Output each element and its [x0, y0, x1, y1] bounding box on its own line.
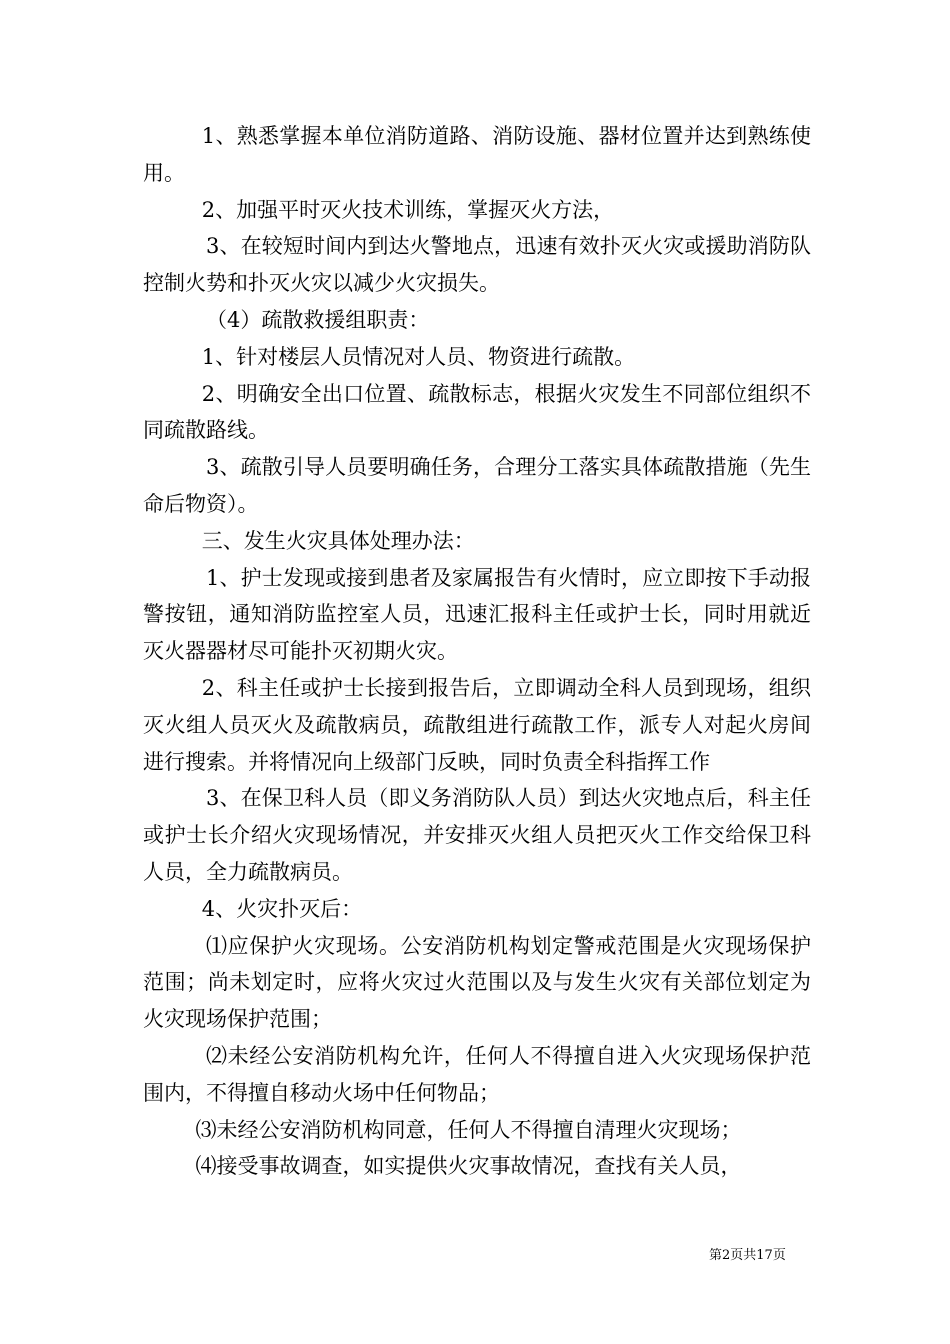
section-heading: 三、发生火灾具体处理办法：	[201, 528, 475, 553]
paragraph: 3、在较短时间内到达火警地点，迅速有效扑灭火灾或援助消防队控制火势和扑灭火灾以减少火灾损失。	[143, 234, 811, 296]
paragraph: 2、明确安全出口位置、疏散标志，根据火灾发生不同部位组织不同疏散路线。	[143, 381, 811, 443]
paragraph: ⑵未经公安消防机构允许，任何人不得擅自进入火灾现场保护范围内，不得擅自移动火场中任何物品；	[143, 1043, 811, 1105]
page-number: 第2页共17页	[709, 1248, 786, 1263]
paragraph: 1、针对楼层人员情况对人员、物资进行疏散。	[201, 344, 636, 369]
document-body	[143, 118, 811, 1185]
paragraph: 4、火灾扑灭后：	[201, 896, 363, 921]
paragraph: 3、在保卫科人员（即义务消防队人员）到达火灾地点后，科主任或护士长介绍火灾现场情况，并安排灭火组人员把灭火工作交给保卫科人员，全力疏散病员。	[143, 786, 811, 884]
section-heading: （4）疏散救援组职责：	[206, 307, 430, 332]
paragraph: 3、疏散引导人员要明确任务，合理分工落实具体疏散措施（先生命后物资）。	[143, 455, 811, 516]
paragraph: ⑶未经公安消防机构同意，任何人不得擅自清理火灾现场；	[195, 1117, 742, 1142]
paragraph: ⑴应保护火灾现场。公安消防机构划定警戒范围是火灾现场保护范围；尚未划定时，应将火灾过火范围以及与发生火灾有关部位划定为火灾现场保护范围；	[143, 933, 811, 1032]
paragraph: 2、加强平时灭火技术训练，掌握灭火方法，	[201, 197, 615, 222]
paragraph: 1、护士发现或接到患者及家属报告有火情时，应立即按下手动报警按钮，通知消防监控室人员，迅速汇报科主任或护士长，同时用就近灭火器器材尽可能扑灭初期火灾。	[143, 565, 811, 664]
paragraph: 2、科主任或护士长接到报告后，立即调动全科人员到现场，组织灭火组人员灭火及疏散病员，疏散组进行疏散工作，派专人对起火房间进行搜索。并将情况向上级部门反映，同时负责全科指挥工作	[143, 675, 811, 774]
paragraph: 1、熟悉掌握本单位消防道路、消防设施、器材位置并达到熟练使用。	[143, 124, 811, 185]
paragraph: ⑷接受事故调查，如实提供火灾事故情况，查找有关人员，	[195, 1154, 742, 1179]
